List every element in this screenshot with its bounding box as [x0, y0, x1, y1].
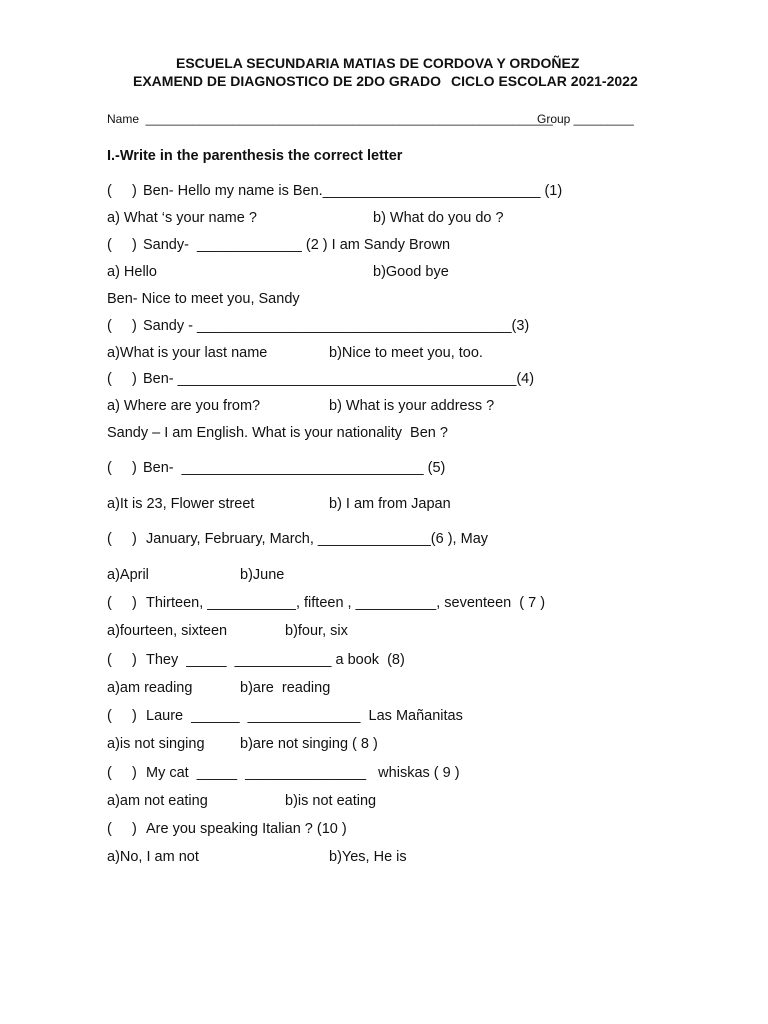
- question-11-option-a: a)No, I am not: [107, 849, 199, 865]
- question-6-option-b: b)June: [240, 567, 285, 583]
- school-name: ESCUELA SECUNDARIA MATIAS DE CORDOVA Y ORDOÑEZ: [176, 55, 580, 71]
- question-7-option-b: b)four, six: [285, 623, 348, 639]
- question-9-option-a: a)is not singing: [107, 736, 205, 752]
- question-1-paren: ( ): [107, 183, 137, 199]
- question-3-text: Sandy - _______________________________________(3): [143, 318, 530, 334]
- question-6-option-a: a)April: [107, 567, 149, 583]
- question-5-text: Ben- ______________________________ (5): [143, 460, 446, 476]
- school-year: CICLO ESCOLAR 2021-2022: [451, 73, 638, 89]
- question-10-option-a: a)am not eating: [107, 793, 208, 809]
- name-field-line: Name _____________________________________________________________: [107, 112, 553, 126]
- question-5-option-a: a)It is 23, Flower street: [107, 496, 255, 512]
- question-8-paren: ( ): [107, 652, 137, 668]
- question-9-text: Laure ______ ______________ Las Mañanitas: [146, 708, 463, 724]
- question-5-paren: ( ): [107, 460, 137, 476]
- question-3-option-b: b)Nice to meet you, too.: [329, 345, 483, 361]
- question-2-option-a: a) Hello: [107, 264, 157, 280]
- question-10-text: My cat _____ _______________ whiskas ( 9 ): [146, 765, 460, 781]
- question-2-option-b: b)Good bye: [373, 264, 449, 280]
- question-3-option-a: a)What is your last name: [107, 345, 268, 361]
- question-1-option-a: a) What ‘s your name ?: [107, 210, 257, 226]
- question-8-option-b: b)are reading: [240, 680, 331, 696]
- question-4-option-b: b) What is your address ?: [329, 398, 495, 414]
- question-5-option-b: b) I am from Japan: [329, 496, 451, 512]
- question-9-option-b: b)are not singing ( 8 ): [240, 736, 378, 752]
- question-6-paren: ( ): [107, 531, 137, 547]
- question-4-text: Ben- __________________________________________(4): [143, 371, 535, 387]
- question-11-text: Are you speaking Italian ? (10 ): [146, 821, 347, 837]
- question-2-paren: ( ): [107, 237, 137, 253]
- question-2-text: Sandy- _____________ (2 ) I am Sandy Brown: [143, 237, 451, 253]
- group-field-line: Group _________: [537, 112, 634, 126]
- dialog-sandy-line: Sandy – I am English. What is your nationality Ben ?: [107, 425, 448, 441]
- dialog-ben-line: Ben- Nice to meet you, Sandy: [107, 291, 300, 307]
- question-1-text: Ben- Hello my name is Ben.___________________________ (1): [143, 183, 563, 199]
- question-7-option-a: a)fourteen, sixteen: [107, 623, 228, 639]
- question-4-option-a: a) Where are you from?: [107, 398, 261, 414]
- question-7-text: Thirteen, ___________, fifteen , __________, seventeen ( 7 ): [146, 595, 546, 611]
- question-7-paren: ( ): [107, 595, 137, 611]
- question-8-text: They _____ ____________ a book (8): [146, 652, 405, 668]
- exam-title: EXAMEND DE DIAGNOSTICO DE 2DO GRADO: [133, 73, 442, 89]
- question-4-paren: ( ): [107, 371, 137, 387]
- question-6-text: January, February, March, ______________(6 ), May: [146, 531, 489, 547]
- question-10-option-b: b)is not eating: [285, 793, 377, 809]
- question-11-paren: ( ): [107, 821, 137, 837]
- section-title: I.-Write in the parenthesis the correct letter: [107, 148, 403, 164]
- question-11-option-b: b)Yes, He is: [329, 849, 407, 865]
- question-1-option-b: b) What do you do ?: [373, 210, 504, 226]
- question-8-option-a: a)am reading: [107, 680, 193, 696]
- question-3-paren: ( ): [107, 318, 137, 334]
- question-10-paren: ( ): [107, 765, 137, 781]
- question-9-paren: ( ): [107, 708, 137, 724]
